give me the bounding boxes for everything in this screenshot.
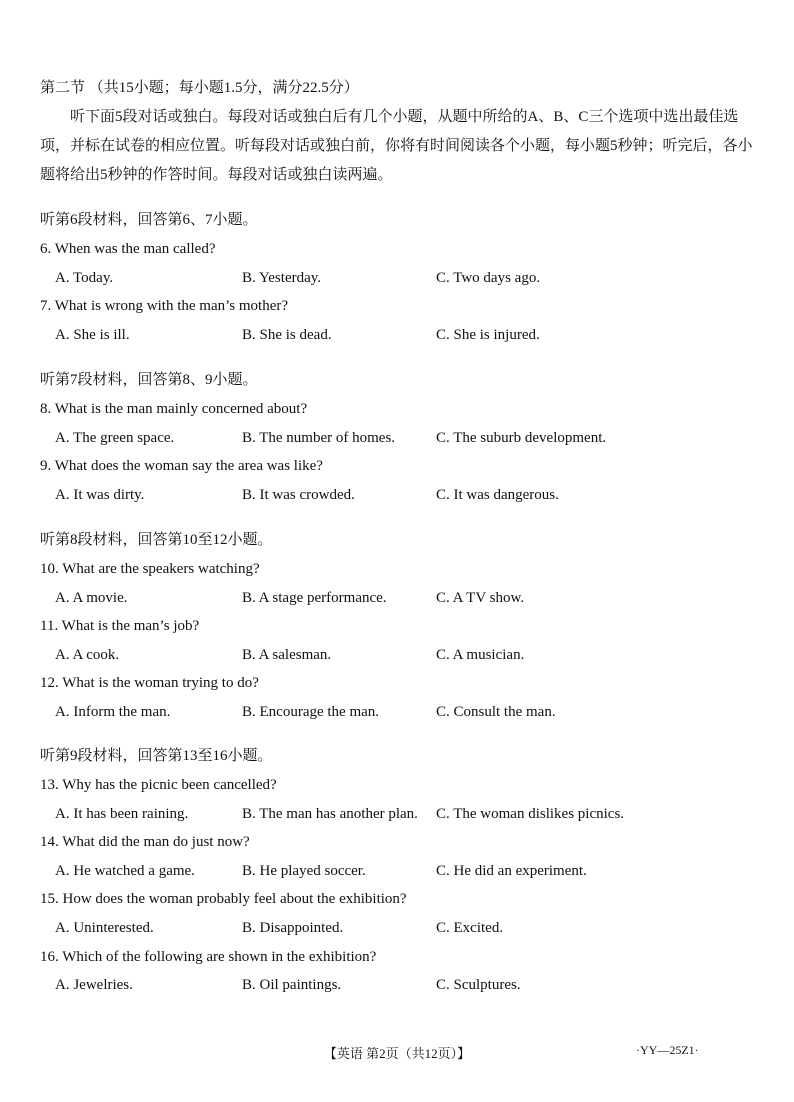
section-instructions: 听下面5段对话或独白。每段对话或独白后有几个小题，从题中所给的A、B、C三个选项中选出最佳选项，并标在试卷的相应位置。听每段对话或独白前，你将有时间阅读各个小题，每小题5秒钟；听完后，各小题将给出5秒钟的作答时间。每段对话或独白读两遍。 xyxy=(40,109,753,183)
question-11: 11. What is the man’s job? xyxy=(40,618,200,635)
exam-code: ·YY—25Z1· xyxy=(636,1043,699,1057)
group-heading: 听第7段材料，回答第8、9小题。 xyxy=(40,372,258,388)
option-c: C. Excited. xyxy=(436,919,504,936)
option-b: B. He played soccer. xyxy=(242,862,366,879)
option-b: B. Yesterday. xyxy=(242,269,322,286)
option-c: C. Sculptures. xyxy=(436,977,521,994)
group-heading: 听第8段材料，回答第10至12小题。 xyxy=(40,532,273,548)
options-11 xyxy=(40,645,780,674)
option-c: C. Two days ago. xyxy=(436,269,541,286)
option-a: A. A cook. xyxy=(55,646,120,663)
option-b: B. Disappointed. xyxy=(242,919,344,936)
options-9 xyxy=(40,485,780,514)
option-a: A. He watched a game. xyxy=(55,862,195,879)
option-a: A. The green space. xyxy=(55,429,175,446)
question-9: 9. What does the woman say the area was like? xyxy=(40,458,323,475)
option-a: A. It has been raining. xyxy=(55,805,189,822)
option-a: A. Inform the man. xyxy=(55,703,171,720)
option-b: B. Encourage the man. xyxy=(242,703,380,720)
question-10: 10. What are the speakers watching? xyxy=(40,561,260,577)
option-a: A. Today. xyxy=(55,269,114,286)
option-b: B. She is dead. xyxy=(242,326,332,343)
group-heading: 听第9段材料，回答第13至16小题。 xyxy=(40,748,273,764)
question-group-13-16 xyxy=(40,746,780,1004)
option-c: C. She is injured. xyxy=(436,326,540,343)
question-8: 8. What is the man mainly concerned about? xyxy=(40,401,308,417)
question-6: 6. When was the man called? xyxy=(40,241,216,257)
question-12: 12. What is the woman trying to do? xyxy=(40,675,259,692)
option-a: A. Jewelries. xyxy=(55,977,133,994)
option-a: A. Uninterested. xyxy=(55,919,154,936)
option-b: B. The number of homes. xyxy=(242,429,396,446)
options-6 xyxy=(40,268,780,297)
option-a: A. It was dirty. xyxy=(55,486,145,503)
option-b: B. Oil paintings. xyxy=(242,977,342,994)
section-title: 第二节 （共15小题；每小题1.5分，满分22.5分） xyxy=(40,80,359,96)
option-a: A. She is ill. xyxy=(55,326,130,343)
option-b: B. A salesman. xyxy=(242,646,332,663)
option-c: C. The suburb development. xyxy=(436,429,607,446)
page-number-footer: 【英语 第2页（共12页）】 xyxy=(323,1046,471,1061)
options-8 xyxy=(40,428,780,457)
options-15 xyxy=(40,918,780,947)
group-heading: 听第6段材料，回答第6、7小题。 xyxy=(40,212,258,228)
option-c: C. Consult the man. xyxy=(436,703,556,720)
question-15: 15. How does the woman probably feel about the exhibition? xyxy=(40,891,407,908)
options-7 xyxy=(40,325,780,354)
option-b: B. The man has another plan. xyxy=(242,805,418,822)
option-a: A. A movie. xyxy=(55,589,128,606)
question-group-10-12 xyxy=(40,530,780,731)
question-14: 14. What did the man do just now? xyxy=(40,834,250,851)
option-c: C. A musician. xyxy=(436,646,525,663)
question-7: 7. What is wrong with the man’s mother? xyxy=(40,298,289,315)
option-c: C. A TV show. xyxy=(436,589,525,606)
option-b: B. It was crowded. xyxy=(242,486,355,503)
options-10 xyxy=(40,588,780,617)
option-c: C. He did an experiment. xyxy=(436,862,587,879)
question-16: 16. Which of the following are shown in the exhibition? xyxy=(40,948,377,965)
options-13 xyxy=(40,804,780,833)
question-group-6-7 xyxy=(40,210,780,353)
question-13: 13. Why has the picnic been cancelled? xyxy=(40,777,277,793)
question-group-8-9 xyxy=(40,370,780,513)
options-16 xyxy=(40,975,780,1004)
option-c: C. It was dangerous. xyxy=(436,486,559,503)
option-b: B. A stage performance. xyxy=(242,589,387,606)
options-12 xyxy=(40,702,780,731)
options-14 xyxy=(40,861,780,890)
option-c: C. The woman dislikes picnics. xyxy=(436,805,625,822)
